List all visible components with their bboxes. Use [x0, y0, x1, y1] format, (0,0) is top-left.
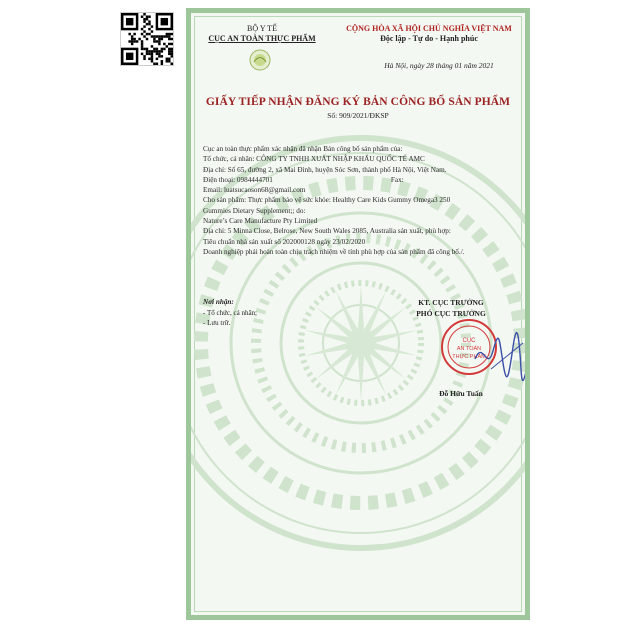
organization-line: Tổ chức, cá nhân: CÔNG TY TNHH XUẤT NHẬP KHẨU QUỐC TẾ AMC	[203, 155, 425, 164]
product-line-2: Gummies Dietary Supplement;; do:	[203, 206, 306, 215]
agency-name: CỤC AN TOÀN THỰC PHẨM	[208, 34, 316, 43]
national-header	[331, 25, 527, 43]
fax-text: Fax:	[390, 175, 404, 184]
manufacturer-address-line: Địa chỉ: 5 Minna Close, Belrose, New South Wales 2085, Australia sản xuất, phù hợp:	[203, 227, 451, 236]
phone-text: Điện thoại: 0984444701	[203, 175, 273, 184]
recipients-title: Nơi nhận:	[203, 298, 234, 306]
svg-text:AN TOÀN: AN TOÀN	[456, 346, 482, 352]
document-number: Số: 909/2021/ĐKSP	[327, 111, 389, 120]
intro-text: Cục an toàn thực phẩm xác nhận đã nhận Bản công bố sản phẩm của:	[203, 145, 403, 153]
document-title: GIẤY TIẾP NHẬN ĐĂNG KÝ BẢN CÔNG BỐ SẢN PHẨM	[205, 96, 511, 108]
handwritten-signature	[473, 329, 530, 381]
country-name: CỘNG HÒA XÃ HỘI CHỦ NGHĨA VIỆT NAM	[346, 24, 512, 33]
address-line: Địa chỉ: Số 65, đường 2, xã Mai Đình, huyện Sóc Sơn, thành phố Hà Nội, Việt Nam.	[203, 165, 447, 174]
signatory-title: KT. CỤC TRƯỞNG	[418, 298, 484, 307]
signer-name: Đỗ Hữu Tuấn	[439, 389, 483, 398]
responsibility-line: Doanh nghiệp phải hoàn toàn chịu trách nhiệm về tính phù hợp của sản phẩm đã công bố./.	[203, 247, 465, 256]
qr-code	[120, 12, 174, 66]
svg-text:THỰC PHẨM: THỰC PHẨM	[452, 354, 486, 360]
signatory-subtitle: PHÓ CỤC TRƯỞNG	[416, 309, 486, 318]
svg-text:CỤC: CỤC	[462, 338, 476, 344]
ministry-header	[203, 25, 321, 43]
national-motto: Độc lập - Tự do - Hạnh phúc	[380, 34, 478, 43]
manufacturer-line: Nature’s Care Manufacture Pty Limited	[203, 217, 318, 226]
email-line: Email: luatsucaoson68@gmail.com	[203, 186, 306, 195]
recipient-item: - Tổ chức, cá nhân;	[203, 309, 258, 317]
document-body	[203, 144, 521, 257]
certificate-page	[186, 8, 530, 620]
agency-logo-icon	[249, 49, 271, 71]
recipient-item: - Lưu trữ.	[203, 319, 231, 327]
ministry-name: BỘ Y TẾ	[247, 24, 277, 33]
issue-date: Hà Nội, ngày 28 tháng 01 năm 2021	[384, 61, 494, 70]
standard-line: Tiêu chuẩn nhà sản xuất số 202000128 ngày 23/02/2020	[203, 237, 366, 246]
phone-fax-line	[203, 175, 521, 185]
product-line-1: Cho sản phẩm: Thực phẩm bảo vệ sức khỏe: Healthy Care Kids Gummy Omega3 250	[203, 196, 451, 205]
